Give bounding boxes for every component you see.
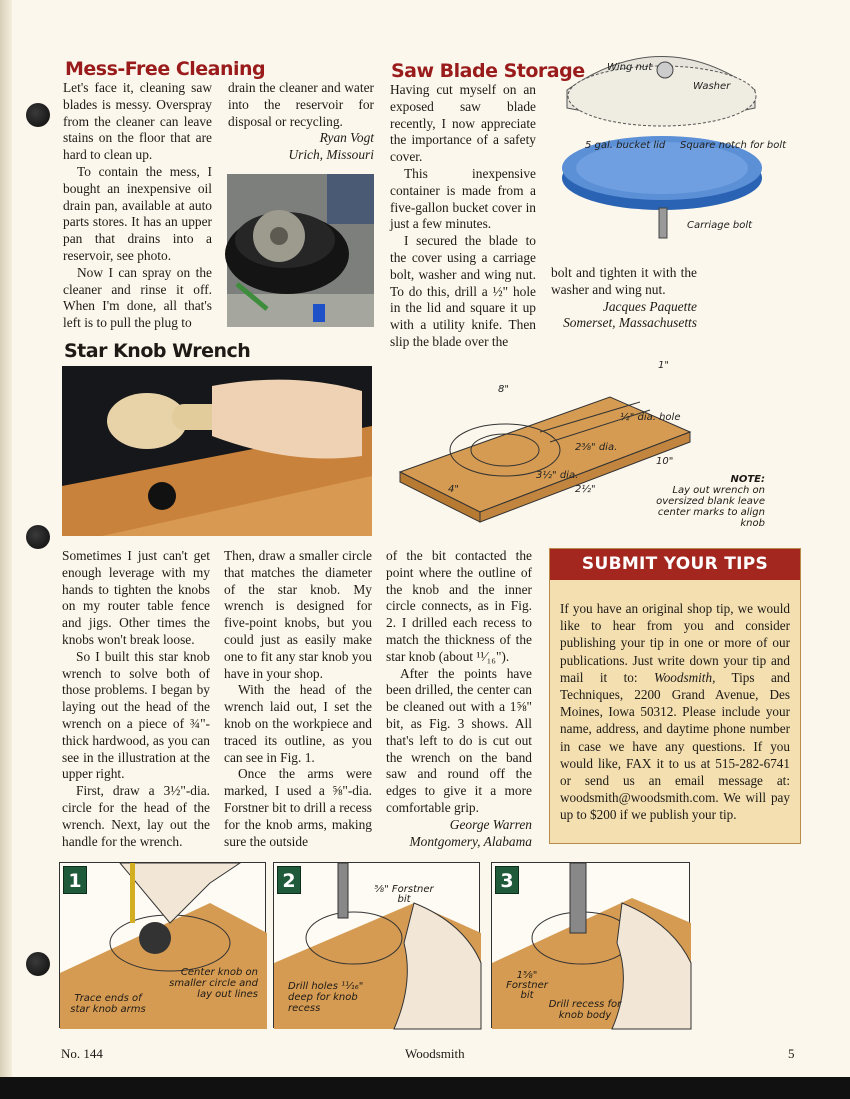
submit-tips-text-2: Tips and Techniques, 2200 Grand Avenue, Des Moines, Iowa 50312. Please include your name, address, and daytime phone number in case we have any questions. If you would like, FAX it to us at 515-282-6741 or send us an email message at: woodsmith@woodsmith.com. We will pay up to $200 if we publish your tip. — [560, 669, 790, 823]
figure-1 — [59, 862, 266, 1028]
carriage-bolt-label: Carriage bolt — [687, 220, 753, 231]
dim-1-label: 1" — [658, 360, 669, 371]
mess-free-column-1 — [63, 80, 212, 332]
mess-free-title: Mess-Free Cleaning — [65, 58, 266, 80]
star-knob-para: With the head of the wrench laid out, I set the knob on the workpiece and traced its outline, as you can see in Fig. 1. — [224, 682, 372, 765]
binder-hole-middle — [26, 525, 50, 549]
mess-free-author: Ryan Vogt — [319, 130, 374, 146]
figure-3 — [491, 862, 690, 1028]
star-knob-title: Star Knob Wrench — [64, 340, 251, 362]
mess-free-column-2 — [228, 80, 374, 164]
footer-magazine: Woodsmith — [405, 1046, 465, 1061]
washer-label: Washer — [693, 81, 731, 92]
star-knob-para: After the points have been drilled, the center can be cleaned out with a 1⅝" bit, as Fig. 3 shows. All that's left to do is cut out the wrench on the band saw and round off the edges to give it a more comfortable grip. — [386, 665, 532, 815]
dim-212-label: 2½" — [575, 484, 596, 495]
binder-hole-top — [26, 103, 50, 127]
dia-312-label: 3½" dia. — [536, 470, 579, 481]
dim-10-label: 10" — [656, 456, 674, 467]
drain-pan-photo — [227, 174, 374, 327]
figure-1-number: 1 — [63, 866, 87, 894]
square-notch-label: Square notch for bolt — [680, 140, 787, 151]
saw-blade-author: Jacques Paquette — [602, 298, 697, 314]
layout-note-text: Lay out wrench on oversized blank leave center marks to align knob — [656, 485, 765, 529]
footer-page-number: 5 — [788, 1046, 795, 1061]
submit-tips-body — [550, 580, 800, 824]
page-binding — [0, 0, 12, 1099]
mess-free-para: Let's face it, cleaning saw blades is messy. Overspray from the cleaner can leave stains on the floor that are hard to clean up. — [63, 80, 212, 163]
star-knob-location: Montgomery, Alabama — [409, 833, 532, 849]
dia-238-label: 2⅜" dia. — [575, 442, 618, 453]
star-knob-para: Once the arms were marked, I used a ⅝"-dia. Forstner bit to drill a recess for the knob arms, making sure the outside — [224, 766, 372, 849]
saw-blade-location: Somerset, Massachusetts — [563, 315, 697, 331]
wing-nut-label: Wing nut — [607, 62, 653, 73]
star-knob-author: George Warren — [449, 816, 532, 832]
figure-2-label-a: ⅝" Forstner bit — [374, 884, 434, 905]
mess-free-para: To contain the mess, I bought an inexpensive oil drain pan, available at auto parts stores. It has an upper pan that drains into a reservoir, see photo. — [63, 163, 212, 263]
footer-issue: No. 144 — [61, 1046, 103, 1061]
saw-blade-storage-illustration — [555, 28, 787, 253]
star-knob-para: So I built this star knob wrench to solve both of those problems. I began by laying out the head of the wrench on a piece of ¾"-thick hardwood, as you can see in the illustration at the upper right. — [62, 648, 210, 782]
star-knob-wrench-photo — [62, 366, 372, 536]
saw-blade-column — [390, 82, 536, 351]
binder-hole-bottom — [26, 952, 50, 976]
saw-blade-para: This inexpensive container is made from a five-gallon bucket cover in just a few minutes. — [390, 165, 536, 232]
layout-note — [640, 474, 765, 529]
submit-tips-title: SUBMIT YOUR TIPS — [550, 549, 800, 580]
hole-label: ½" dia. hole — [620, 412, 681, 423]
mess-free-para: Now I can spray on the cleaner and rinse it off. When I'm done, all that's left is to pull the plug to — [63, 264, 212, 331]
layout-note-title: NOTE: — [730, 474, 765, 485]
star-knob-para: Sometimes I just can't get enough leverage with my hands to tighten the knobs on my router table fence and jigs. Other times the knobs won't break loose. — [62, 548, 210, 647]
saw-blade-para: Having cut myself on an exposed saw blade recently, I now appreciate the importance of a safety cover. — [390, 82, 536, 165]
saw-blade-para: I secured the blade to the cover using a carriage bolt, washer and wing nut. To do this, drill a ½" hole in the lid and square it up with a utility knife. Then slip the blade over the — [390, 233, 536, 349]
figure-3-number: 3 — [495, 866, 519, 894]
star-knob-column-2 — [224, 548, 372, 850]
figure-2-number: 2 — [277, 866, 301, 894]
figure-1-label-b: Trace ends of star knob arms — [70, 993, 146, 1015]
bucket-lid-label: 5 gal. bucket lid — [585, 140, 666, 151]
bottom-edge — [0, 1077, 850, 1099]
dim-4-label: 4" — [448, 484, 459, 495]
star-knob-column-1 — [62, 548, 210, 850]
figure-2 — [273, 862, 480, 1028]
star-knob-para: First, draw a 3½"-dia. circle for the head of the wrench. Next, lay out the handle for the wrench. — [62, 783, 210, 849]
star-knob-layout-diagram — [390, 352, 775, 532]
saw-blade-para: bolt and tighten it with the washer and wing nut. — [551, 265, 697, 297]
star-knob-para: of the bit contacted the point where the outline of the knob and the inner circle connects, as in Fig. 2. I drilled each recess to match the thickness of the star knob (about ¹¹⁄₁₆"). — [386, 548, 532, 664]
star-knob-para: Then, draw a smaller circle that matches the diameter of the star knob. My wrench is designed for five-point knobs, but you could just as easily make one to fit any star knob you have in your shop. — [224, 548, 372, 681]
star-knob-column-3 — [386, 548, 532, 850]
figure-3-label-b: Drill recess for knob body — [548, 999, 622, 1021]
submit-tips-box — [549, 548, 801, 844]
submit-tips-brand: Woodsmith, — [653, 669, 716, 685]
submit-tips-text-1: If you have an original shop tip, we would like to hear from you and consider publishing your tip in one or more of our publications. Just write down your tip and mail it to: — [560, 601, 790, 685]
figure-1-label-a: Center knob on smaller circle and lay out lines — [169, 967, 258, 1000]
saw-blade-column-right — [551, 265, 697, 332]
saw-blade-title: Saw Blade Storage — [391, 60, 585, 82]
dim-8-label: 8" — [498, 384, 509, 395]
mess-free-para: drain the cleaner and water into the reservoir for disposal or recycling. — [228, 80, 374, 129]
figure-3-label-a: 1⅝" Forstner bit — [506, 970, 548, 1001]
figure-2-label-b: Drill holes ¹¹⁄₁₆" deep for knob recess — [288, 981, 364, 1014]
mess-free-location: Urich, Missouri — [288, 147, 374, 163]
